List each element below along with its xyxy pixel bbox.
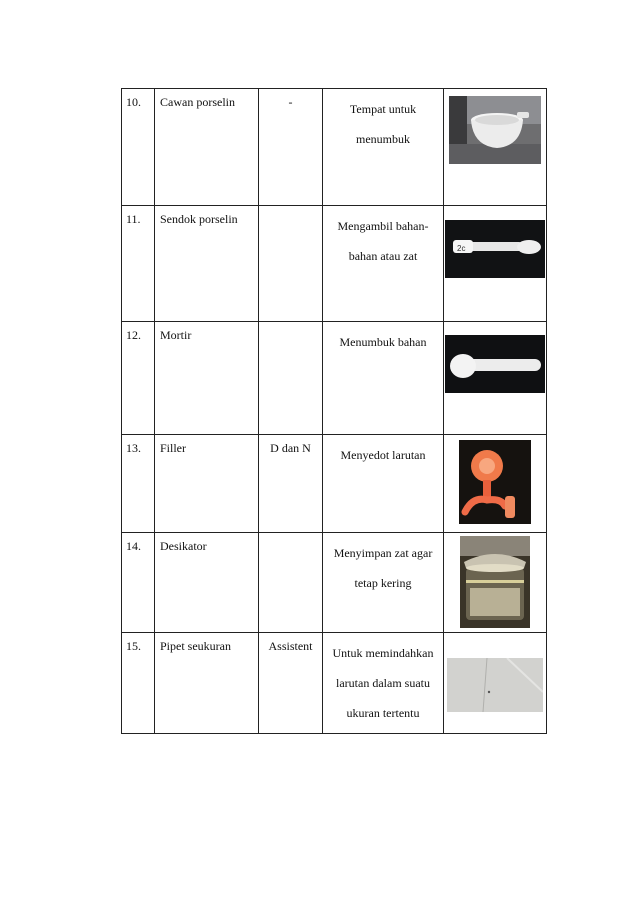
row-number: 10.: [122, 89, 155, 206]
pipette-filler-bulb-image: [459, 440, 531, 524]
equipment-image-cell: [444, 89, 547, 206]
table-row: [122, 322, 547, 435]
function-line: ukuran tertentu: [346, 706, 420, 720]
row-number: 13.: [122, 435, 155, 533]
equipment-name: Filler: [155, 435, 259, 533]
equipment-name: Pipet seukuran: [155, 633, 259, 734]
equipment-note: -: [259, 89, 323, 206]
function-line: Tempat untuk: [349, 102, 417, 116]
equipment-function: [323, 435, 444, 533]
equipment-note: [259, 533, 323, 633]
pestle-image: [445, 335, 545, 393]
equipment-image-cell: [444, 533, 547, 633]
row-number: 14.: [122, 533, 155, 633]
equipment-function: [323, 533, 444, 633]
equipment-image-cell: [444, 435, 547, 533]
table-row: [122, 533, 547, 633]
equipment-name: Desikator: [155, 533, 259, 633]
equipment-note: [259, 206, 323, 322]
table-row: [122, 435, 547, 533]
table-row: [122, 206, 547, 322]
table-row: [122, 633, 547, 734]
equipment-function: [323, 89, 444, 206]
equipment-note: D dan N: [259, 435, 323, 533]
function-line: Untuk memindahkan: [332, 646, 434, 660]
equipment-image-cell: [444, 206, 547, 322]
equipment-name: Cawan porselin: [155, 89, 259, 206]
table-row: [122, 89, 547, 206]
function-line: larutan dalam suatu: [336, 676, 430, 690]
function-line: Menumbuk bahan: [339, 335, 427, 349]
equipment-name: Mortir: [155, 322, 259, 435]
equipment-table: [121, 88, 547, 734]
equipment-function: [323, 206, 444, 322]
equipment-function: [323, 322, 444, 435]
equipment-note: [259, 322, 323, 435]
equipment-function: [323, 633, 444, 734]
porcelain-dish-image: [449, 96, 541, 164]
equipment-name: Sendok porselin: [155, 206, 259, 322]
function-line: menumbuk: [356, 132, 410, 146]
equipment-note: Assistent: [259, 633, 323, 734]
desiccator-image: [460, 536, 530, 628]
row-number: 11.: [122, 206, 155, 322]
porcelain-spoon-image: [445, 220, 545, 278]
equipment-image-cell: [444, 322, 547, 435]
function-line: bahan atau zat: [348, 249, 418, 263]
function-line: Mengambil bahan-: [337, 219, 429, 233]
function-line: Menyedot larutan: [340, 448, 426, 462]
function-line: tetap kering: [354, 576, 412, 590]
volumetric-pipette-image: [447, 658, 543, 712]
svg-text:2c: 2c: [457, 244, 466, 253]
row-number: 12.: [122, 322, 155, 435]
row-number: 15.: [122, 633, 155, 734]
function-line: Menyimpan zat agar: [333, 546, 433, 560]
equipment-image-cell: [444, 633, 547, 734]
